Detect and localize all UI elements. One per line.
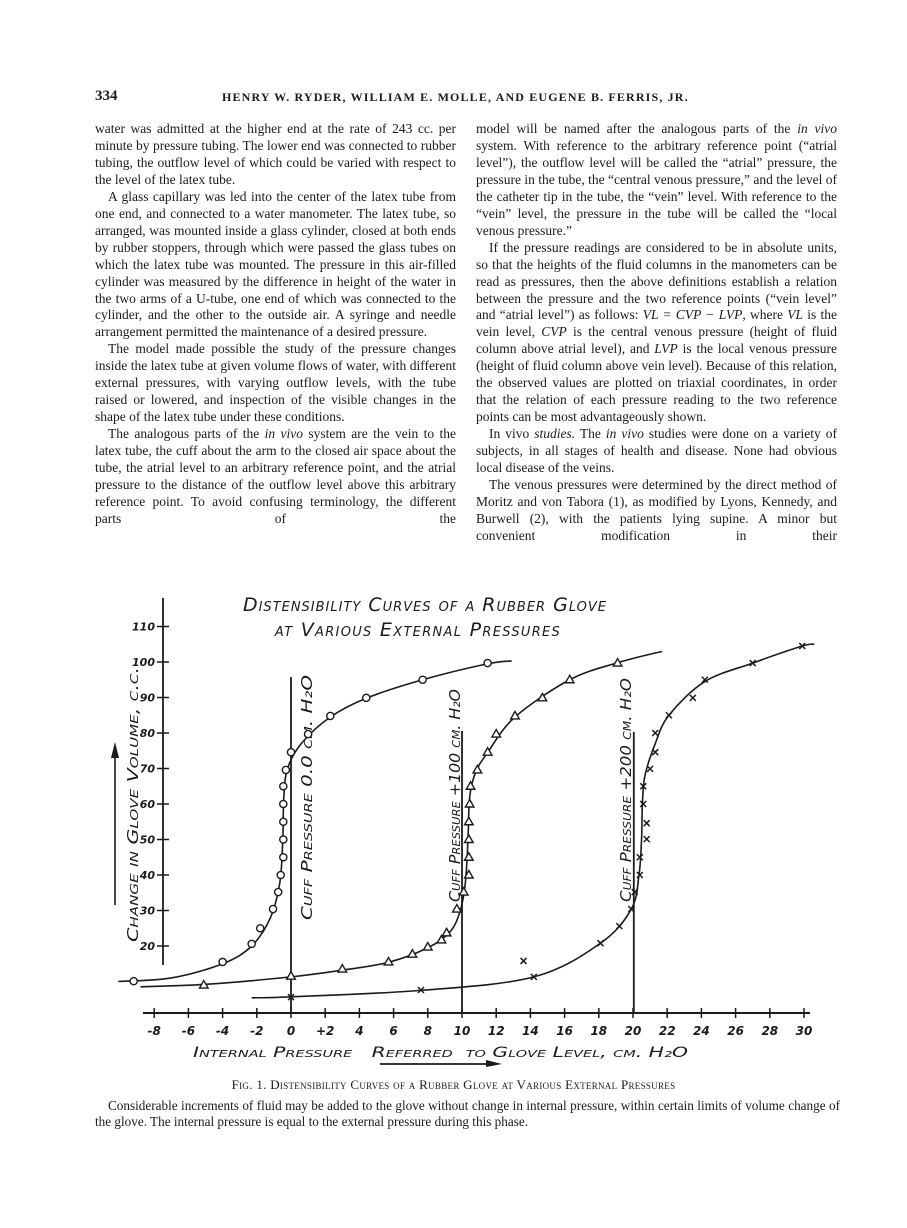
data-point-triangle — [287, 972, 296, 980]
x-tick-label: 0 — [286, 1024, 296, 1038]
data-point-circle — [280, 854, 287, 861]
figure-caption-description: Considerable increments of fluid may be added to the glove without change in internal pressure, within certain limits of volume change of the glove. The internal pressure is equal to the external pressure during this phase. — [95, 1098, 840, 1129]
y-tick-label: 110 — [132, 620, 155, 634]
text-run: is the local venous pressure (height of fluid column above vein level). Because of this relation, the observed values are plotted on triaxial coordinates, in order that the relation of each pressure reading to the two reference points can be most advantageously shown. — [476, 341, 837, 425]
text-run: system are the vein to the latex tube, the cuff about the arm to the closed air space about the tube, the atrial level to an arbitrary reference point, and the atrial pressure to the distance of the outflow level above this arbitrary reference point. To avoid confusing terminology, the different parts of the — [95, 426, 456, 526]
data-point-circle — [130, 978, 137, 985]
x-tick-label: -2 — [250, 1024, 264, 1038]
italic-text: VL = CVP − LVP — [642, 307, 743, 323]
chart-title-line-1: Distensibility Curves of a Rubber Glove — [242, 594, 608, 616]
x-tick-label: 4 — [355, 1024, 364, 1038]
x-tick-label: 8 — [423, 1024, 432, 1038]
cuff-pressure-label: Cuff Pressure 0.0 cm. H₂O — [298, 734, 316, 920]
y-tick-label: 100 — [132, 656, 155, 669]
x-tick-label: 12 — [487, 1024, 505, 1038]
x-tick-label: 16 — [556, 1024, 573, 1038]
data-point-triangle — [466, 782, 475, 790]
x-tick-label: 20 — [624, 1024, 642, 1038]
chart-title-line-2: at Various External Pressures — [274, 619, 562, 641]
data-point-circle — [280, 818, 287, 825]
data-point-cross — [598, 940, 604, 946]
data-point-triangle — [465, 853, 474, 861]
text-run: If the pressure readings are considered to be in absolute units, so that the heights of the fluid columns in the manometers can be read as pressures, then the above definitions establish a relation between the pressure and the two reference points (“vein level” and “atrial level”) as follows: — [476, 239, 837, 323]
y-tick-label: 80 — [139, 727, 155, 740]
text-run: , where — [742, 307, 788, 323]
text-run: is the vein level, — [476, 307, 837, 340]
text-run: system. With reference to the arbitrary reference point (“atrial level”), the outflow level will be called the “atrial” pressure, the pressure in the tube, the “central venous pressure,” and the level of the catheter tip in the tube, the “vein” level. With reference to the “vein” level, the pressure in the tube will be called the “local venous pressure.” — [476, 137, 837, 238]
series-curve-triangle — [141, 651, 663, 986]
x-tick-label: -8 — [147, 1024, 161, 1038]
data-point-circle — [280, 800, 287, 807]
data-point-circle — [280, 836, 287, 843]
figure-caption-title: Fig. 1. Distensibility Curves of a Rubber Glove at Various External Pressures — [231, 1077, 676, 1092]
data-point-cross — [666, 712, 672, 718]
text-run: is the central venous pressure (height of fluid column above atrial level), and — [476, 324, 837, 357]
y-tick-label: 70 — [139, 762, 155, 776]
cuff-pressure-label: Cuff Pressure +100 cm. H₂O — [446, 699, 464, 902]
x-tick-label: 6 — [389, 1024, 398, 1038]
x-tick-label: 14 — [522, 1024, 539, 1038]
text-run: The — [575, 426, 606, 442]
data-point-circle — [327, 712, 334, 719]
data-point-triangle — [338, 965, 347, 973]
y-axis-label: Change in Glove Volume, c.c. — [124, 741, 142, 942]
y-tick-label: 60 — [139, 798, 155, 811]
data-point-triangle — [492, 730, 501, 738]
data-point-circle — [275, 888, 282, 895]
y-tick-label: 20 — [139, 940, 155, 953]
x-tick-label: 24 — [693, 1024, 710, 1038]
text-run: In vivo — [489, 426, 535, 442]
series-curve-cross — [252, 644, 815, 998]
data-point-cross — [647, 766, 653, 772]
y-tick-label: 90 — [139, 691, 155, 705]
x-tick-label: 18 — [590, 1024, 608, 1038]
data-point-circle — [269, 905, 276, 912]
data-point-triangle — [465, 800, 474, 808]
italic-text: studies. — [534, 426, 576, 442]
italic-text: in vivo — [605, 426, 644, 442]
cuff-pressure-label: Cuff Pressure +200 cm. H₂O — [617, 699, 635, 902]
text-run: The analogous parts of the — [108, 426, 265, 442]
data-point-cross — [652, 730, 658, 736]
x-tick-label: 30 — [795, 1024, 813, 1038]
text-run: studies were done on a variety of subjects, in all stages of health and disease. None had obvious local disease of the veins. — [476, 426, 837, 476]
italic-text: in vivo — [797, 121, 837, 136]
italic-text: LVP — [654, 341, 678, 357]
text-run: The model made possible the study of the pressure changes inside the latex tube at given volume flows of water, with different external pressures, with varying outflow levels, with the tube raised or lowered, and inspection of the visible changes in the shape of the latex tube under these conditions. — [95, 341, 456, 425]
data-point-circle — [484, 659, 491, 666]
data-point-circle — [282, 766, 289, 773]
data-point-triangle — [473, 765, 482, 773]
y-tick-label: 50 — [139, 833, 155, 847]
data-point-circle — [257, 925, 264, 932]
italic-text: VL — [787, 307, 803, 323]
italic-text: CVP — [541, 324, 567, 340]
data-point-circle — [287, 749, 294, 756]
y-tick-label: 30 — [139, 904, 155, 918]
data-point-triangle — [453, 905, 462, 913]
y-tick-label: 40 — [139, 869, 155, 882]
x-tick-label: 26 — [727, 1024, 744, 1038]
data-point-cross — [644, 836, 650, 842]
text-run: water was admitted at the higher end at the rate of 243 cc. per minute by pressure tubing. The lower end was connected to rubber tubing, the outflow level of which could be varied with respect to the level of the latex tube. — [95, 121, 456, 187]
data-point-triangle — [465, 817, 474, 825]
text-run: A glass capillary was led into the center of the latex tube from one end, and connected to a water manometer. The latex tube, so arranged, was mounted inside a glass cylinder, closed at both ends by rubber stoppers, through which were passed the glass tubes on which the latex tube was mounted. The pressure in this air-filled cylinder was measured by the difference in height of the water in the two arms of a U-tube, one end of which was connected to the cylinder, and the other to the outside air. A syringe and needle arrangement permitted the maintenance of a desired pressure. — [95, 188, 456, 340]
data-point-cross — [652, 749, 658, 755]
data-point-circle — [248, 940, 255, 947]
x-tick-label: 22 — [658, 1024, 676, 1038]
page-number: 334 — [95, 88, 118, 104]
data-point-circle — [419, 676, 426, 683]
data-point-cross — [644, 820, 650, 826]
x-tick-label: 10 — [453, 1024, 471, 1038]
data-point-cross — [521, 958, 527, 964]
x-tick-label: +2 — [315, 1024, 335, 1038]
data-point-circle — [277, 871, 284, 878]
x-axis-arrow-icon — [380, 1060, 502, 1067]
data-point-circle — [363, 694, 370, 701]
y-axis-arrow-icon — [111, 742, 119, 905]
x-tick-label: -6 — [181, 1024, 196, 1038]
x-axis-label: Internal Pressure Referred to Glove Level, cm. H₂O — [193, 1045, 688, 1061]
data-point-cross — [690, 695, 696, 701]
text-run: The venous pressures were determined by the direct method of Moritz and von Tabora (1), as modified by Lyons, Kennedy, and Burwell (2), with the patients lying supine. A minor but convenient modification in their — [476, 477, 837, 543]
data-point-circle — [305, 730, 312, 737]
x-tick-label: -4 — [215, 1024, 230, 1038]
x-tick-label: 28 — [761, 1024, 779, 1038]
data-point-circle — [219, 958, 226, 965]
running-head: HENRY W. RYDER, WILLIAM E. MOLLE, AND EUGENE B. FERRIS, JR. — [222, 90, 689, 104]
data-point-triangle — [465, 835, 474, 843]
italic-text: in vivo — [264, 426, 303, 442]
text-run: model will be named after the analogous parts of the — [476, 121, 798, 136]
data-point-circle — [280, 783, 287, 790]
data-point-cross — [616, 923, 622, 929]
